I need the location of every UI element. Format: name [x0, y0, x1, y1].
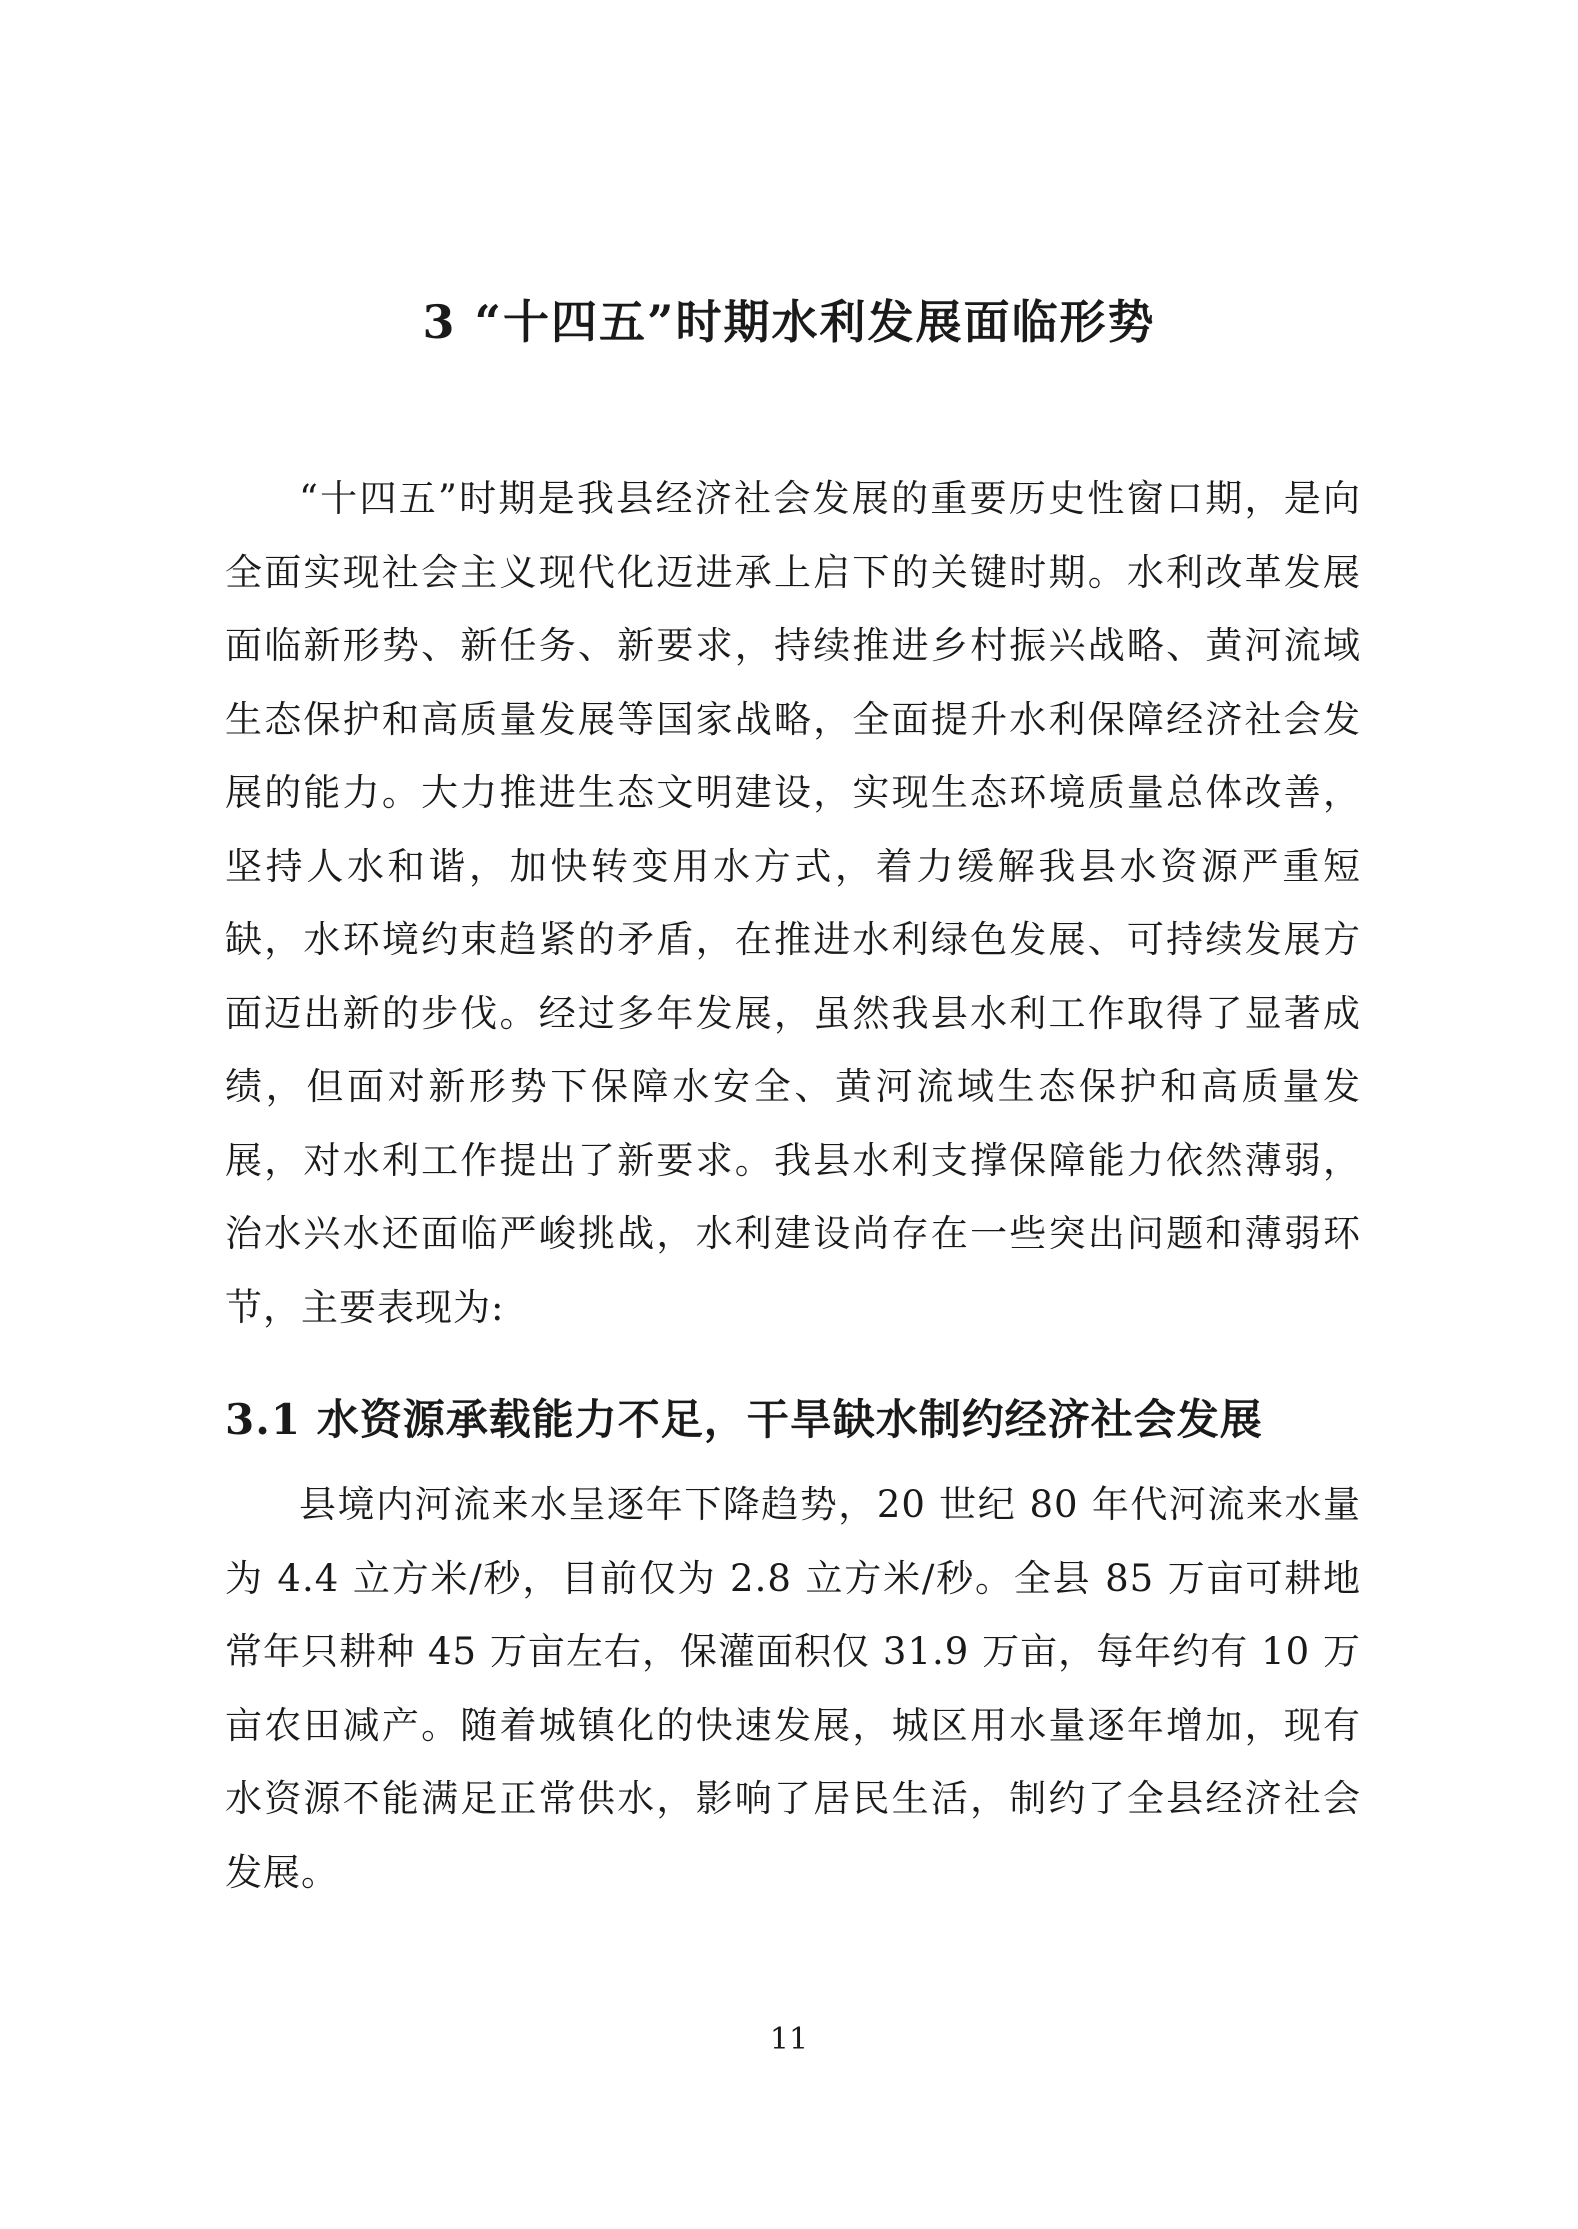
section-paragraph: 县境内河流来水呈逐年下降趋势，20 世纪 80 年代河流来水量为 4.4 立方米/秒，目前仅为 2.8 立方米/秒。全县 85 万亩可耕地常年只耕种 45 万亩左右，保灌面积仅 31.9 万亩，每年约有 10 万亩农田减产。随着城镇化的快速发展，城区用水量逐年增加，现有水资源不能满足正常供水，影响了居民生活，制约了全县经济社会发展。 — [225, 1483, 1361, 1894]
intro-paragraph: “十四五”时期是我县经济社会发展的重要历史性窗口期，是向全面实现社会主义现代化迈进承上启下的关键时期。水利改革发展面临新形势、新任务、新要求，持续推进乡村振兴战略、黄河流域生态保护和高质量发展等国家战略，全面提升水利保障经济社会发展的能力。大力推进生态文明建设，实现生态环境质量总体改善，坚持人水和谐，加快转变用水方式，着力缓解我县水资源严重短缺，水环境约束趋紧的矛盾，在推进水利绿色发展、可持续发展方面迈出新的步伐。经过多年发展，虽然我县水利工作取得了显著成绩，但面对新形势下保障水安全、黄河流域生态保护和高质量发展，对水利工作提出了新要求。我县水利支撑保障能力依然薄弱，治水兴水还面临严峻挑战，水利建设尚存在一些突出问题和薄弱环节，主要表现为: — [225, 477, 1361, 1329]
page-number: 11 — [769, 2022, 809, 2057]
section-title: 3.1 水资源承载能力不足，干旱缺水制约经济社会发展 — [225, 1395, 1263, 1444]
chapter-title: 3 “十四五”时期水利发展面临形势 — [422, 295, 1156, 349]
